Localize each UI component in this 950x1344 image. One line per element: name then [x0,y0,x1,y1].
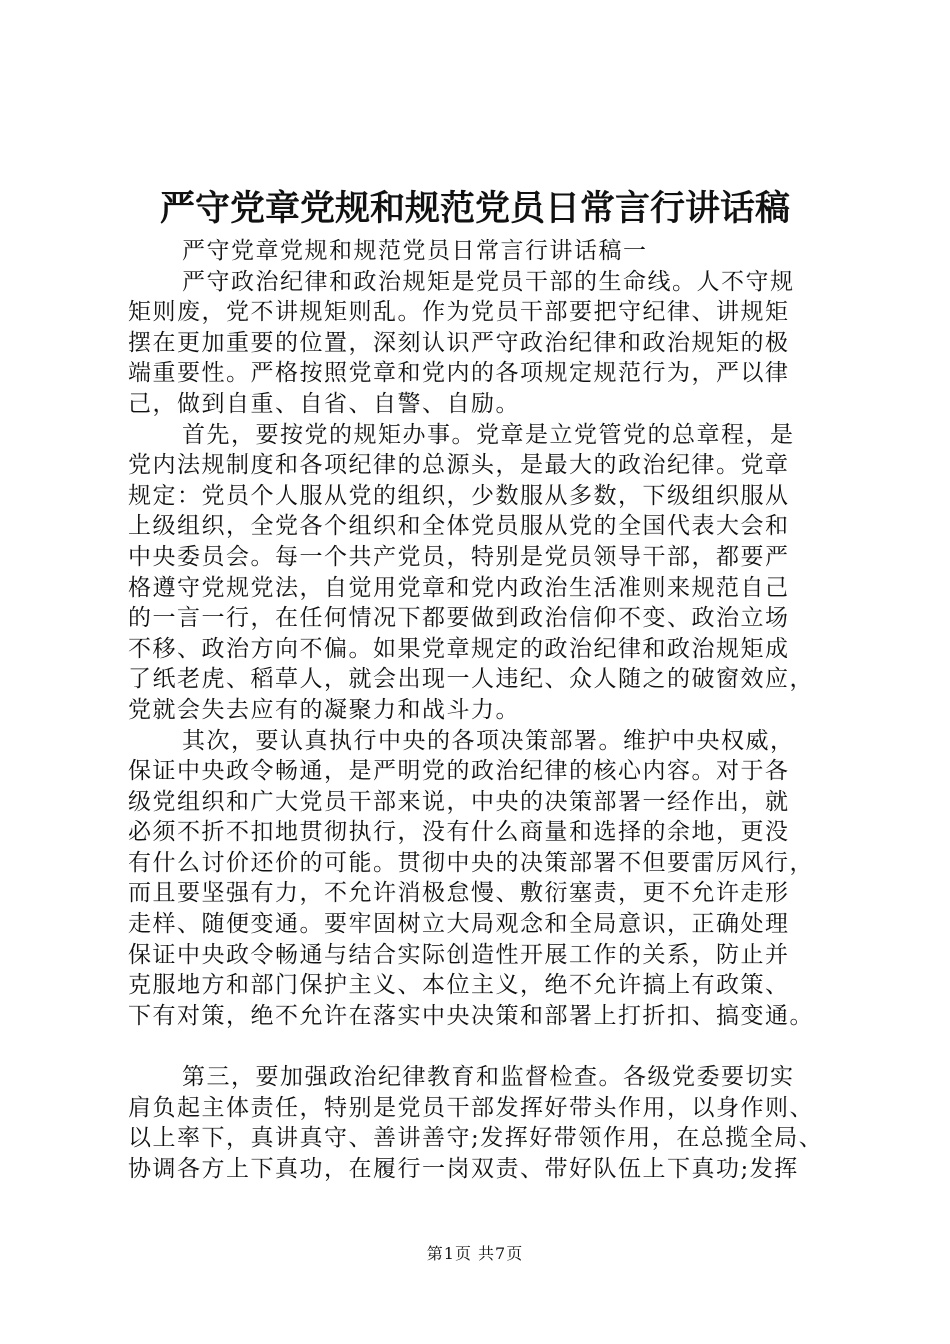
text-line: 端重要性。严格按照党章和党内的各项规定规范行为，严以律 [128,360,790,387]
text-line: 严守政治纪律和政治规矩是党员干部的生命线。人不守规 [182,268,795,295]
text-line: 克服地方和部门保护主义、本位主义，绝不允许搞上有政策、 [128,972,790,999]
text-line: 中央委员会。每一个共产党员，特别是党员领导干部，都要严 [128,543,790,570]
text-line: 而且要坚强有力，不允许消极怠慢、敷衍塞责，更不允许走形 [128,880,790,907]
text-line: 矩则废，党不讲规矩则乱。作为党员干部要把守纪律、讲规矩 [128,299,790,326]
text-line: 党就会失去应有的凝聚力和战斗力。 [128,696,520,723]
text-line: 其次，要认真执行中央的各项决策部署。维护中央权威， [182,727,795,754]
text-line: 上级组织，全党各个组织和全体党员服从党的全国代表大会和 [128,513,790,540]
page-footer: 第1页 共7页 [426,1244,524,1263]
text-line: 严守党章党规和规范党员日常言行讲话稿一 [182,238,648,264]
blank-line [128,1031,840,1062]
text-line: 保证中央政令畅通与结合实际创造性开展工作的关系，防止并 [128,941,790,968]
text-line: 首先，要按党的规矩办事。党章是立党管党的总章程，是 [182,421,795,448]
text-line: 肩负起主体责任，特别是党员干部发挥好带头作用，以身作则、 [128,1094,814,1121]
text-line: 保证中央政令畅通，是严明党的政治纪律的核心内容。对于各 [128,758,790,785]
text-line: 必须不折不扣地贯彻执行，没有什么商量和选择的余地，更没 [128,819,790,846]
text-line: 有什么讨价还价的可能。贯彻中央的决策部署不但要雷厉风行， [128,849,814,876]
text-line: 的一言一行，在任何情况下都要做到政治信仰不变、政治立场 [128,605,790,632]
text-line: 以上率下，真讲真守、善讲善守;发挥好带领作用，在总揽全局、 [128,1125,824,1152]
document-title: 严守党章党规和规范党员日常言行讲话稿 [159,188,790,229]
text-line: 下有对策，绝不允许在落实中央决策和部署上打折扣、搞变通。 [128,1002,814,1029]
text-line: 级党组织和广大党员干部来说，中央的决策部署一经作出，就 [128,788,790,815]
text-line: 党内法规制度和各项纪律的总源头，是最大的政治纪律。党章 [128,452,790,479]
text-line: 协调各方上下真功，在履行一岗双责、带好队伍上下真功;发挥 [128,1155,799,1182]
document-body [128,236,840,1184]
text-line: 了纸老虎、稻草人，就会出现一人违纪、众人随之的破窗效应， [128,666,814,693]
text-line: 走样、随便变通。要牢固树立大局观念和全局意识，正确处理 [128,911,790,938]
text-line: 己，做到自重、自省、自警、自励。 [128,390,520,417]
text-line: 规定：党员个人服从党的组织，少数服从多数，下级组织服从 [128,482,790,509]
text-line: 不移、政治方向不偏。如果党章规定的政治纪律和政治规矩成 [128,635,790,662]
text-line: 摆在更加重要的位置，深刻认识严守政治纪律和政治规矩的极 [128,329,790,356]
text-line: 格遵守党规党法，自觉用党章和党内政治生活准则来规范自己 [128,574,790,601]
text-line: 第三，要加强政治纪律教育和监督检查。各级党委要切实 [182,1064,795,1091]
